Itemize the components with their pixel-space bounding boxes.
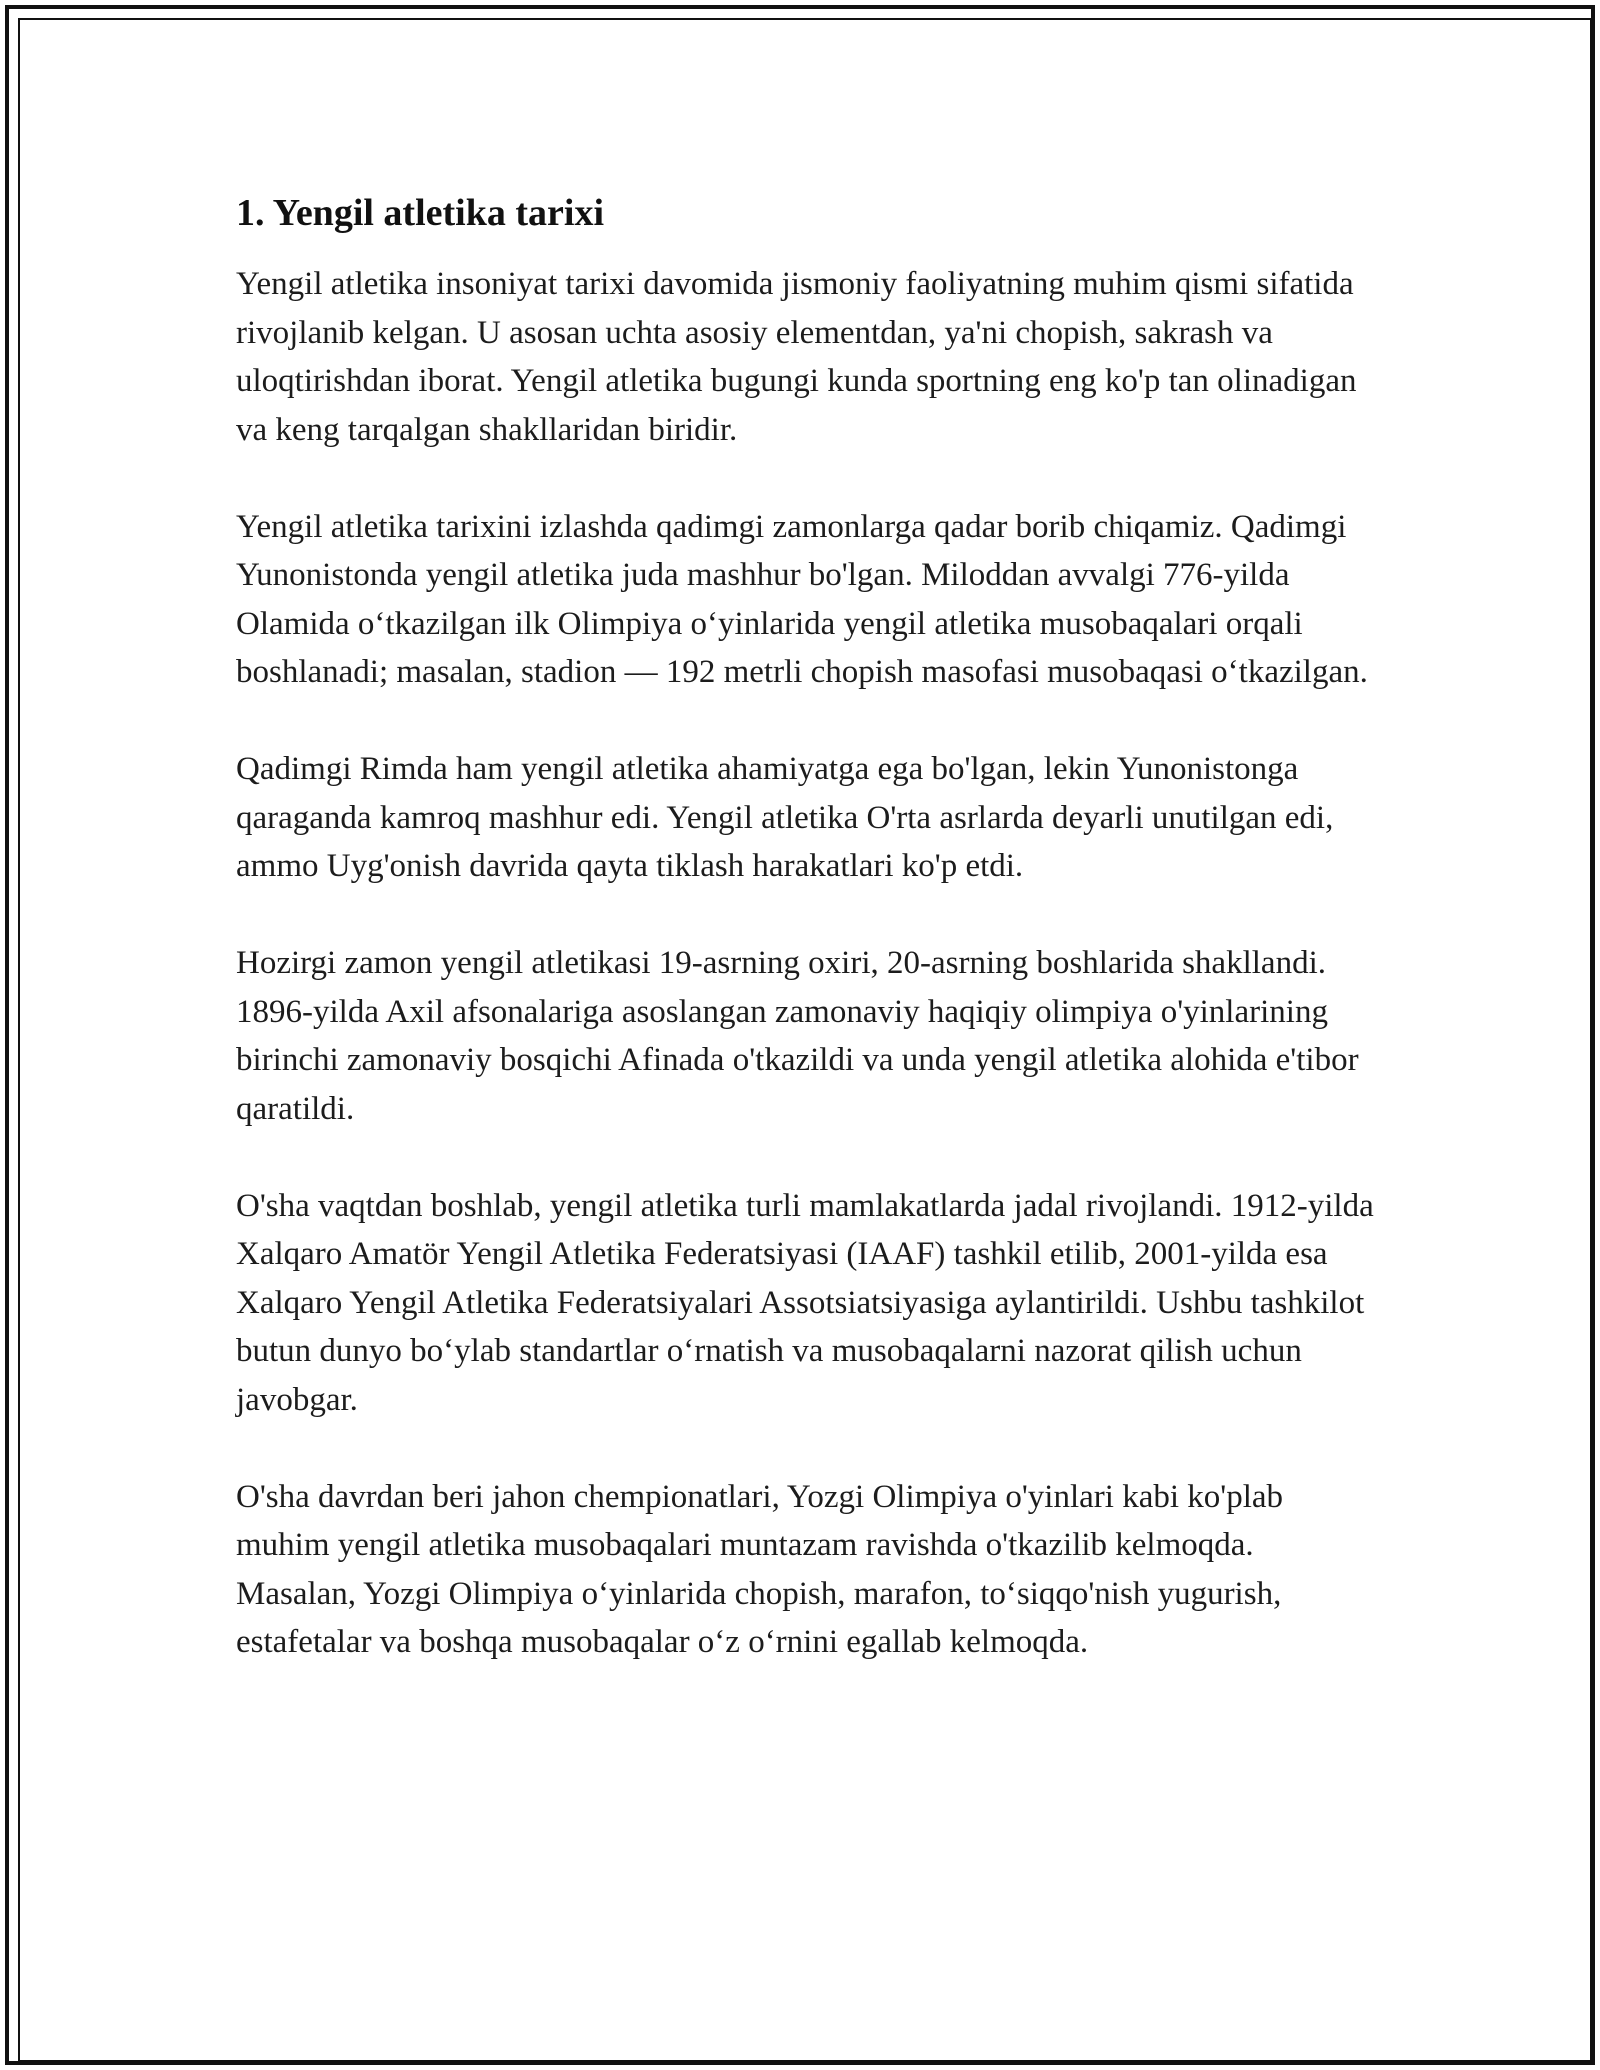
paragraph-ancient-greece: Yengil atletika tarixini izlashda qadimgi zamonlarga qadar borib chiqamiz. Qadimgi Yunonistonda yengil atletika juda mashhur bo'lgan. Miloddan avvalgi 776-yilda Olamida o‘tkazilgan ilk Olimpiya o‘yinlarida yengil atletika musobaqalari orqali boshlanadi; masalan, stadion — 192 metrli chopish masofasi musobaqasi o‘tkazilgan. — [236, 508, 1368, 690]
paragraph-modern-era: Hozirgi zamon yengil atletikasi 19-asrning oxiri, 20-asrning boshlarida shakllandi. 1896-yilda Axil afsonalariga asoslangan zamonaviy haqiqiy olimpiya o'yinlarining birinchi zamonaviy bosqichi Afinada o'tkazildi va unda yengil atletika alohida e'tibor qaratildi. — [236, 945, 1359, 1127]
paragraph-ancient-rome: Qadimgi Rimda ham yengil atletika ahamiyatga ega bo'lgan, lekin Yunonistonga qaraganda kamroq mashhur edi. Yengil atletika O'rta asrlarda deyarli unutilgan edi, ammo Uyg'onish davrida qayta tiklash harakatlari ko'p etdi. — [236, 751, 1334, 884]
paragraph-intro: Yengil atletika insoniyat tarixi davomida jismoniy faoliyatning muhim qismi sifatida rivojlanib kelgan. U asosan uchta asosiy elementdan, ya'ni chopish, sakrash va uloqtirishdan iborat. Yengil atletika bugungi kunda sportning eng ko'p tan olinadigan va keng tarqalgan shakllaridan biridir. — [236, 266, 1357, 448]
document-body — [236, 188, 1376, 1715]
paragraph-championships: O'sha davrdan beri jahon chempionatlari, Yozgi Olimpiya o'yinlari kabi ko'plab muhim yengil atletika musobaqalari muntazam ravishda o'tkazilib kelmoqda. Masalan, Yozgi Olimpiya o‘yinlarida chopish, marafon, to‘siqqo'nish yugurish, estafetalar va boshqa musobaqalar o‘z o‘rnini egallab kelmoqda. — [236, 1478, 1284, 1660]
paragraph-iaaf: O'sha vaqtdan boshlab, yengil atletika turli mamlakatlarda jadal rivojlandi. 1912-yilda Xalqaro Amatör Yengil Atletika Federatsiyasi (IAAF) tashkil etilib, 2001-yilda esa Xalqaro Yengil Atletika Federatsiyalari Assotsiatsiyasiga aylantirildi. Ushbu tashkilot butun dunyo bo‘ylab standartlar o‘rnatish va musobaqalarni nazorat qilish uchun javobgar. — [236, 1187, 1374, 1418]
section-heading: 1. Yengil atletika tarixi — [236, 192, 604, 234]
